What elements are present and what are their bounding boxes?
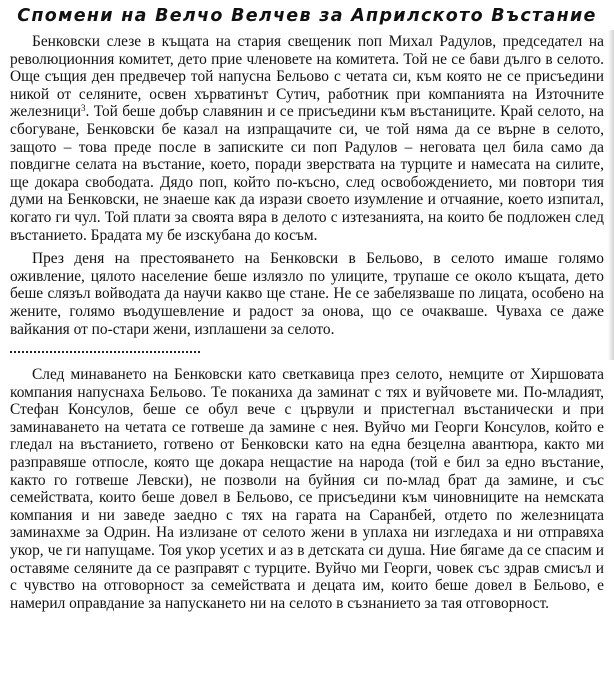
paragraph-1 xyxy=(10,33,604,244)
paragraph-2: През деня на престояването на Бенковски в Бельово, в селото имаше голямо оживление, цялото население беше излязло по улиците, трупаше се около къщата, дето беше слязъл войводата да научи какво ще стане. Не се забелязваше по лицата, особено на жените, голямо въодушевление и радост за онова, що се очакваше. Чуваха се даже вайкания от по-стари жени, изплашени за селото. xyxy=(10,250,604,338)
paragraph-1-text-a: Бенковски слезе в къщата на стария свещеник поп Михал Радулов, председател на революционния комитет, дето прие членовете на комитета. Той не се бави дълго в селото. Още същия ден предвечер той напусна Бельово с четата си, към която не се присъедини никой от селяните, освен хърватинът Сутич, работник при компанията на Източните железници xyxy=(10,33,604,121)
paragraph-3: След минаването на Бенковски като светкавица през селото, немците от Хиршовата компания напуснаха Бельово. Те поканиха да заминат с тях и вуйчовете ми. По-младият, Стефан Консулов, беше се обул вече с цървули и пристегнал въстанически и при заминаването на четата се готвеше да замине с нея. Вуйчо ми Георги Консулов, който е гледал на въстанието, готвено от Бенковски като на една безцелна авантюра, както ми разправяше отпосле, която ще докара нещастие на народа (той е бил за едно въстание, както го готвеше Левски), не позволи на буйния си по-млад брат да замине, и със семействата, които беше довел в Бельово, се присъедини към чиновниците на немската компания и ни заведе заедно с тях на гарата на Саранбей, отдето по железницата заминахме за Одрин. На излизане от селото жени в уплаха ни изгледаха и ни отправяха укор, че ги напущаме. Тоя укор усетих и аз в детската си душа. Ние бягаме да се спасим и оставяме селяните да се разправят с турците. Вуйчо ми Георги, човек със здрав смисъл и с чувство на отговорност за семействата и децата им, които беше довел в Бельово, е намерил оправдание за напускането ни на селото в съзнанието за тая отговорност. xyxy=(10,366,604,612)
footnote-marker: 3 xyxy=(81,103,86,114)
section-second xyxy=(10,366,604,612)
page-edge-shadow xyxy=(608,30,614,360)
paragraph-1-text-b: . Той беше добър славянин и се присъедини към въстаниците. Край селото, на сбогуване, Бенковски бе казал на изпращачите си, че той няма да се върне в селото, защото – това преде после в записките си поп Радулов – неговата цел била само да повдигне селата на въстание, което, поради зверствата на турците и намесата на силите, ще докара свободата. Дядо поп, който по-късно, след освобождението, ми повтори тия думи на Бенковски, не знаеше как да изрази своето изумление и отчаяние, което изпитал, когато ги чул. Той плати за своята вяра в делото с изтезанията, на които бе подложен след въстанието. Брадата му бе изскубана до косъм. xyxy=(10,103,604,244)
section-first xyxy=(10,33,604,338)
dotted-divider xyxy=(10,351,200,353)
page-title: Спомени на Велчо Велчев за Априлското Въстание xyxy=(17,6,597,26)
